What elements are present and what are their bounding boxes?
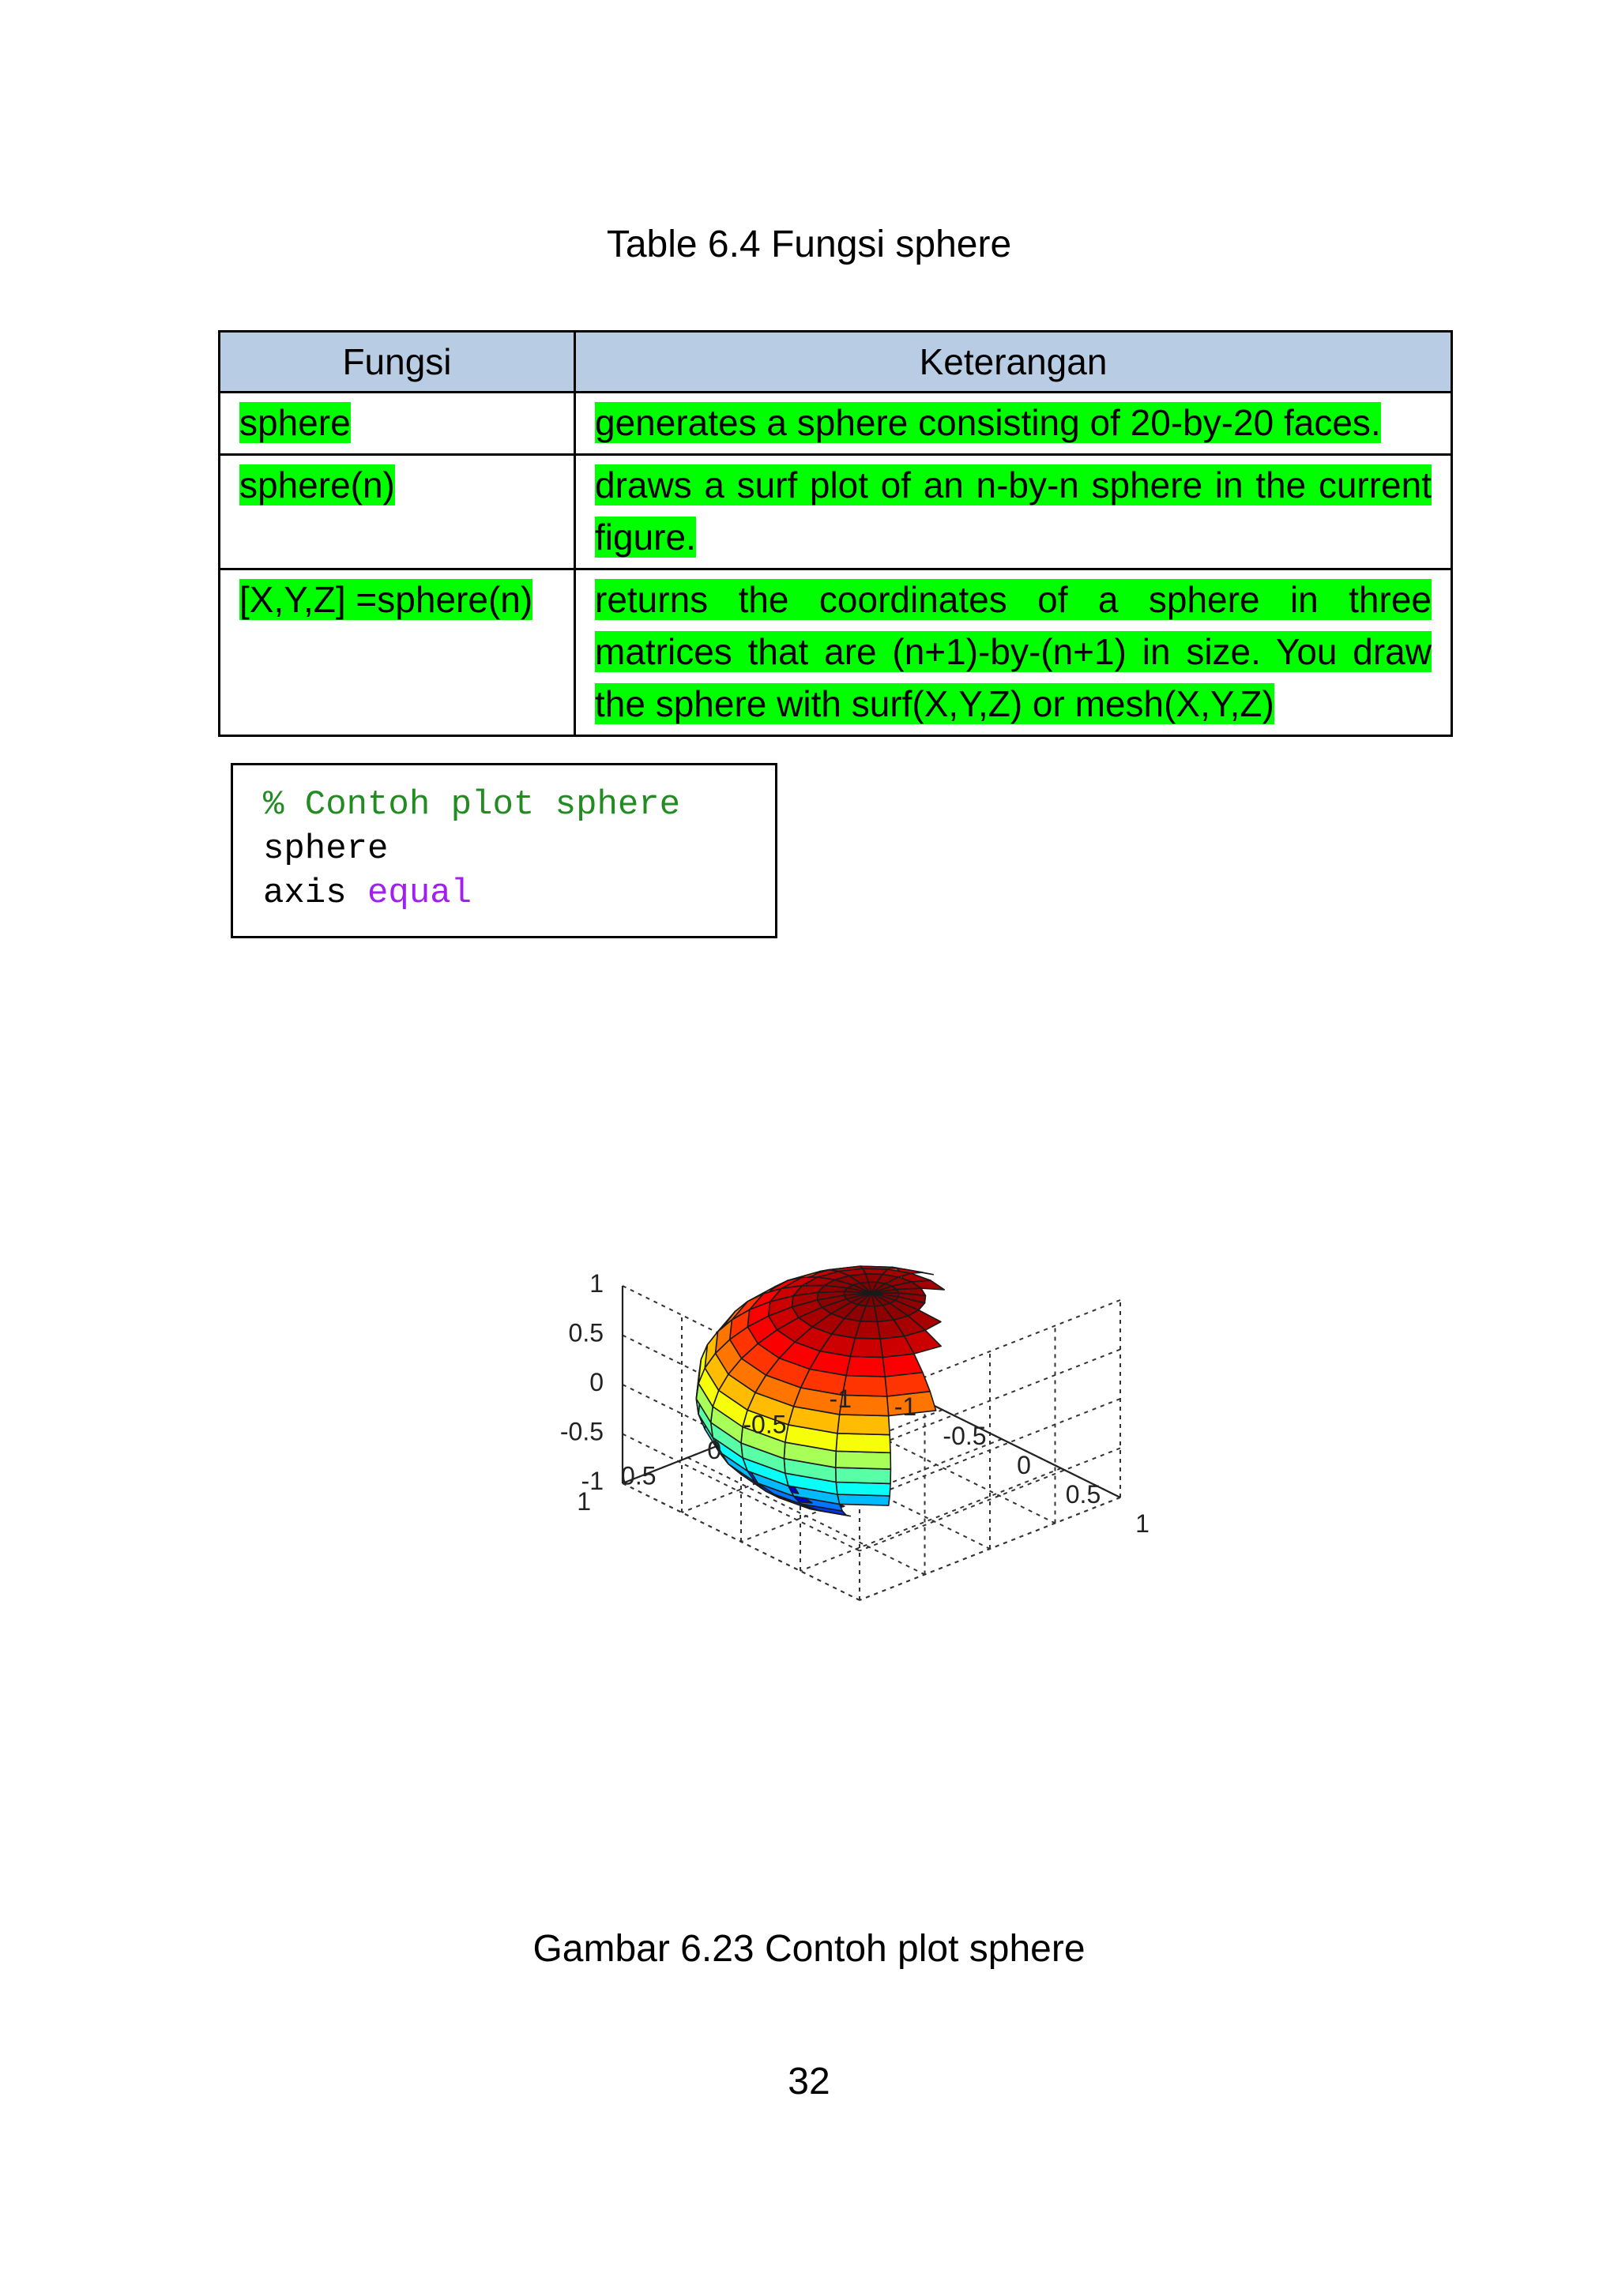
header-keterangan: Keterangan [575, 332, 1452, 393]
function-name: [X,Y,Z] =sphere(n) [239, 579, 533, 620]
z-tick-label: -0.5 [559, 1417, 604, 1446]
code-keyword-equal: equal [367, 874, 472, 913]
x-tick-label: -0.5 [943, 1422, 987, 1450]
z-tick-label: 1 [589, 1269, 604, 1298]
sphere-face [836, 1434, 890, 1453]
function-name: sphere [239, 402, 351, 443]
z-tick-label: 0 [589, 1368, 604, 1396]
sphere-function-table [218, 330, 1453, 737]
table-caption: Table 6.4 Fungsi sphere [606, 224, 1012, 265]
x-tick-label: 1 [1135, 1509, 1150, 1538]
sphere-face [836, 1467, 891, 1483]
sphere-face [850, 1338, 882, 1357]
figure-caption: Gambar 6.23 Contoh plot sphere [532, 1928, 1086, 1970]
sphere-face [836, 1451, 891, 1469]
table-row [220, 455, 1452, 569]
table-row [220, 393, 1452, 455]
x-tick-label: -1 [894, 1392, 917, 1421]
y-tick-label: -1 [829, 1385, 852, 1413]
sphere-plot [332, 1011, 1240, 1872]
function-description: generates a sphere consisting of 20-by-20 faces. [595, 402, 1381, 443]
z-tick-label: -1 [581, 1467, 604, 1495]
function-name: sphere(n) [239, 464, 395, 505]
z-tick-label: 0.5 [568, 1318, 604, 1347]
y-tick-label: 0.5 [621, 1461, 657, 1490]
sphere-face [846, 1356, 885, 1377]
sphere-face [837, 1415, 890, 1435]
code-line-axis: axis [263, 874, 368, 913]
y-tick-label: 0 [707, 1436, 721, 1464]
sphere-face [836, 1482, 890, 1496]
page-number: 32 [788, 2061, 830, 2102]
code-snippet [231, 763, 777, 938]
x-tick-label: 0 [1017, 1451, 1031, 1479]
function-description: returns the coordinates of a sphere in three matrices that are (n+1)-by-(n+1) in size. You draw the sphere with surf(X,Y,Z) or mesh(X,Y,Z) [595, 579, 1432, 724]
table-row [220, 569, 1452, 736]
header-fungsi: Fungsi [220, 332, 575, 393]
function-description: draws a surf plot of an n-by-n sphere in the current figure. [595, 464, 1432, 558]
code-line-sphere: sphere [263, 829, 389, 869]
y-tick-label: 1 [577, 1487, 591, 1516]
code-comment: % Contoh plot sphere [263, 785, 681, 825]
x-tick-label: 0.5 [1065, 1480, 1101, 1509]
y-tick-label: -0.5 [743, 1410, 787, 1439]
